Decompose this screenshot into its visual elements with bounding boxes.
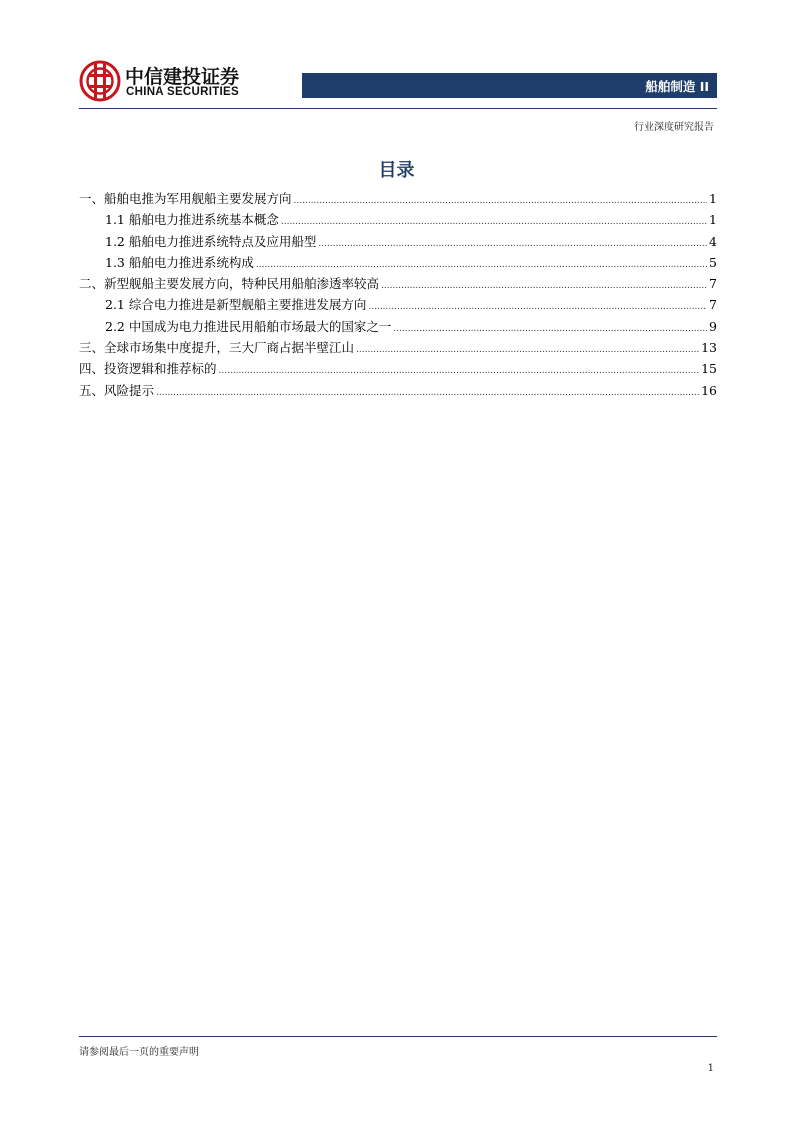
toc-entry-page: 5 [709,254,717,270]
toc-leader-dots [393,319,707,340]
toc-entry[interactable] [79,380,717,401]
toc-entry[interactable] [79,252,717,273]
logo-chinese-name: 中信建投证券 [125,66,240,88]
header-divider [79,108,717,109]
toc-entry-text: 2.2 中国成为电力推进民用船舶市场最大的国家之一 [105,318,392,334]
toc-entry-page: 9 [709,318,717,334]
toc-entry-page: 13 [701,340,717,356]
toc-entry-page: 1 [709,191,717,206]
toc-leader-dots [281,212,707,233]
industry-banner [302,73,717,98]
page-number: 1 [707,1063,714,1074]
toc-entry[interactable] [79,316,717,337]
toc-entry[interactable] [79,358,717,379]
industry-label: 船舶制造 II [645,79,709,94]
toc-entry-text: 1.3 船舶电力推进系统构成 [105,254,254,270]
toc-leader-dots [219,361,700,382]
toc-entry[interactable] [79,294,717,315]
toc-entry-text: 二、新型舰船主要发展方向，特种民用船舶渗透率较高 [79,276,380,292]
toc-entry-page: 7 [709,276,717,292]
disclaimer-note: 请参阅最后一页的重要声明 [79,1047,199,1058]
toc-leader-dots [356,340,699,361]
toc-entry-page: 4 [709,233,717,249]
toc-entry-text: 2.1 综合电力推进是新型舰船主要推进发展方向 [105,297,367,313]
footer-divider [79,1036,717,1037]
toc-leader-dots [318,234,707,255]
toc-entry[interactable] [79,231,717,252]
toc-entry-text: 1.1 船舶电力推进系统基本概念 [105,212,279,228]
toc-entry-text: 一、船舶电推为军用舰船主要发展方向 [79,191,292,206]
toc-entry-text: 四、投资逻辑和推荐标的 [79,361,217,377]
toc-entry[interactable] [79,188,717,209]
toc-entry[interactable] [79,337,717,358]
toc-leader-dots [294,191,708,212]
report-type: 行业深度研究报告 [634,122,714,133]
toc-entry[interactable] [79,209,717,230]
toc-entry-page: 16 [701,382,717,398]
table-of-contents [79,188,717,401]
toc-entry-page: 7 [709,297,717,313]
toc-title: 目录 [378,160,415,181]
china-securities-logo-icon [79,60,121,102]
company-logo [79,60,259,104]
toc-entry-page: 15 [701,361,717,377]
toc-entry-text: 三、全球市场集中度提升，三大厂商占据半壁江山 [79,340,355,356]
logo-english-name: CHINA SECURITIES [126,86,239,98]
toc-entry-page: 1 [709,212,717,228]
toc-entry[interactable] [79,273,717,294]
toc-leader-dots [156,383,699,404]
toc-leader-dots [381,276,707,297]
toc-leader-dots [368,297,707,318]
toc-entry-text: 1.2 船舶电力推进系统特点及应用船型 [105,233,317,249]
toc-entry-text: 五、风险提示 [79,382,155,398]
